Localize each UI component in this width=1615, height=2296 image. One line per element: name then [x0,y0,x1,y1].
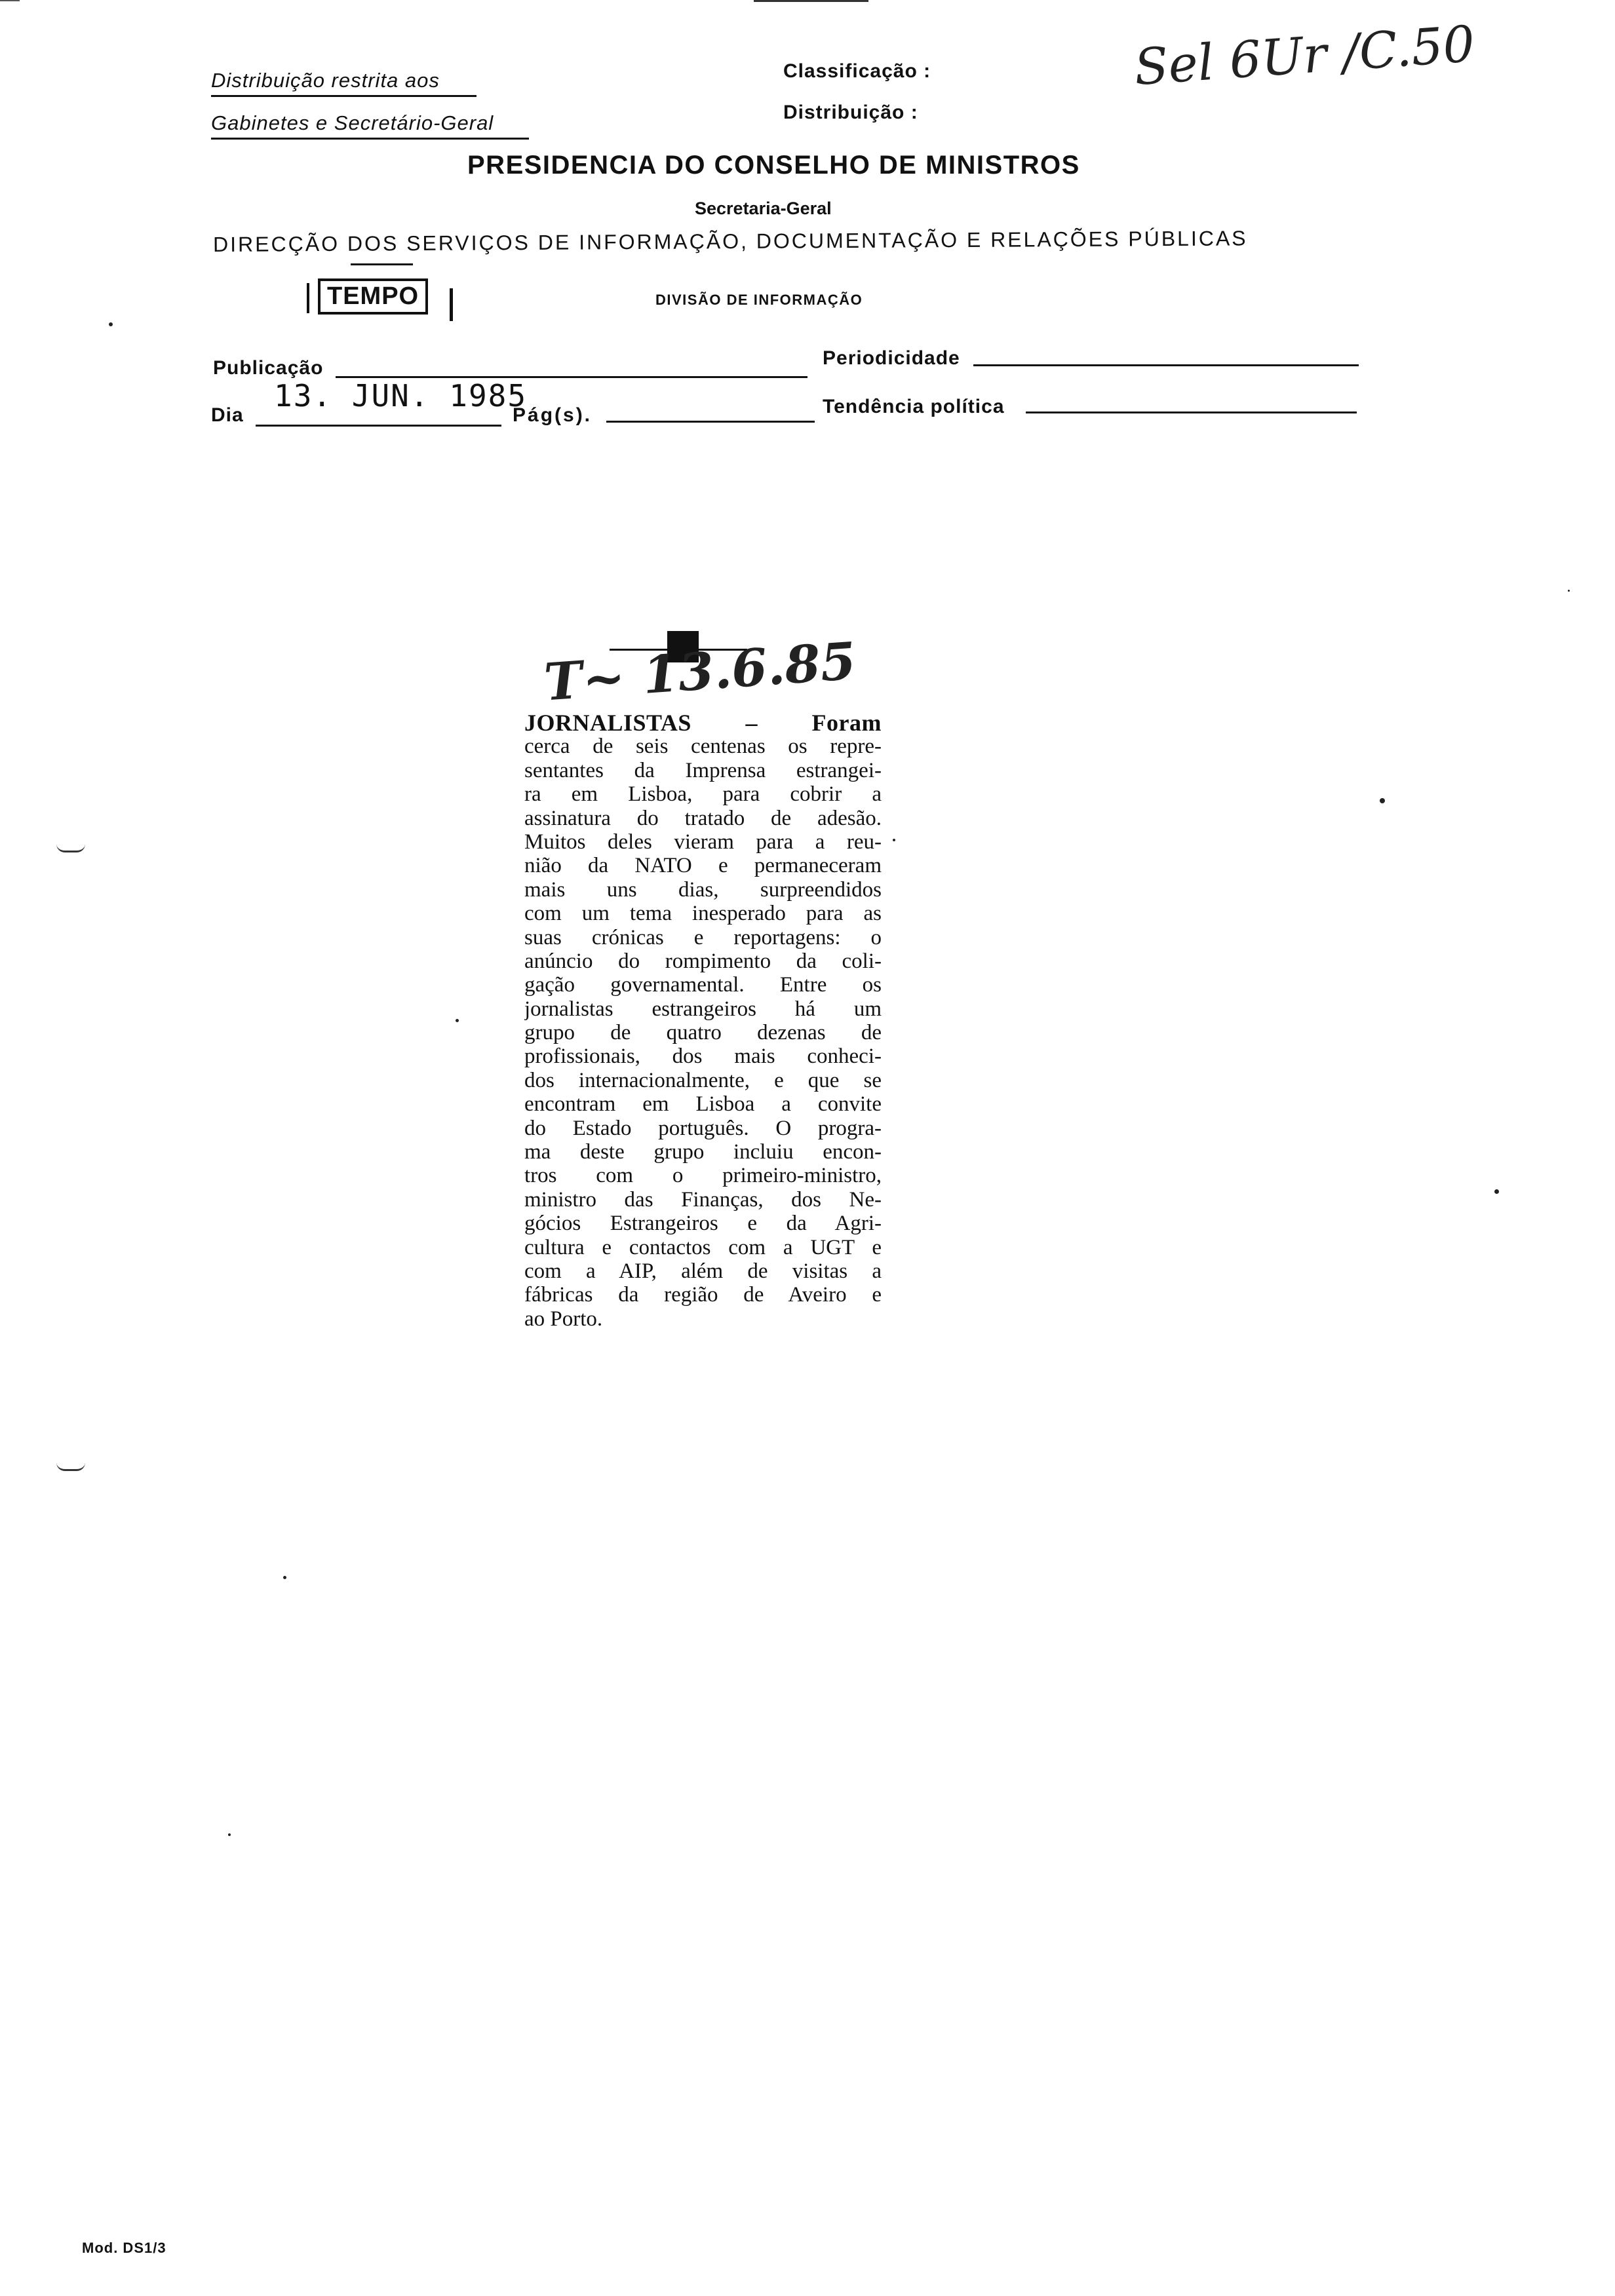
clipping-line: mais uns dias, surpreendidos [524,877,882,902]
punch-hole-mark [56,844,85,852]
handwritten-reference: Sel 6Ur /C.50 [1132,14,1477,97]
department-underline [351,263,413,265]
clipping-line: JORNALISTAS – Foram [524,711,882,735]
clipping-line: com a AIP, além de visitas a [524,1259,882,1283]
stamp-mark-right [450,288,453,321]
publicacao-label: Publicação [213,357,324,379]
clipping-line: nião da NATO e permaneceram [524,854,882,878]
form-code: Mod. DS1/3 [82,2240,166,2256]
clipping-line: ministro das Finanças, dos Ne- [524,1187,882,1212]
scan-speck [1568,590,1570,592]
punch-hole-mark [56,1463,85,1471]
dia-date-stamp: 13. JUN. 1985 [274,378,528,413]
publication-stamp: TEMPO [318,278,428,315]
clipping-line: grupo de quatro dezenas de [524,1021,882,1045]
periodicidade-label: Periodicidade [823,347,960,369]
scan-speck [456,1019,459,1022]
stamp-mark-left [307,283,309,313]
clipping-handwritten-note: T~ 13.6.85 [542,631,858,713]
clipping-line: ra em Lisboa, para cobrir a [524,782,882,807]
page-subtitle: Secretaria-Geral [695,199,832,218]
clipping-line: do Estado português. O progra- [524,1116,882,1140]
scan-edge-line [0,0,20,1]
clipping-line: gócios Estrangeiros e da Agri- [524,1212,882,1236]
department-name: DIRECÇÃO DOS SERVIÇOS DE INFORMAÇÃO, DOCUMENTAÇÃO E RELAÇÕES PÚBLICAS [213,226,1248,256]
scan-speck [109,322,113,326]
scan-speck [1380,798,1385,803]
periodicidade-line [973,364,1359,366]
classification-label: Classificação : [783,60,931,82]
clipping-line: encontram em Lisboa a convite [524,1092,882,1117]
division-name: DIVISÃO DE INFORMAÇÃO [655,292,863,308]
pags-label: Pág(s). [513,404,593,426]
scan-speck [283,1576,286,1579]
newspaper-clipping [524,711,882,1331]
clipping-line: profissionais, dos mais conheci- [524,1044,882,1069]
clipping-line: fábricas da região de Aveiro e [524,1283,882,1307]
clipping-line: tros com o primeiro-ministro, [524,1164,882,1188]
tendencia-label: Tendência política [823,396,1005,417]
clipping-line: ma deste grupo incluiu encon- [524,1140,882,1164]
clipping-line: sentantes da Imprensa estrangei- [524,758,882,782]
restricted-distribution-line1: Distribuição restrita aos [211,69,477,97]
scan-speck [893,839,895,841]
page-title: PRESIDENCIA DO CONSELHO DE MINISTROS [467,151,1080,180]
clipping-line: gação governamental. Entre os [524,973,882,997]
clipping-line: assinatura do tratado de adesão. [524,806,882,830]
scan-edge-line [754,0,868,2]
clipping-line: cerca de seis centenas os repre- [524,735,882,759]
pags-line [606,421,815,423]
clipping-line: ao Porto. [524,1307,603,1331]
clipping-line: jornalistas estrangeiros há um [524,997,882,1021]
distribution-label: Distribuição : [783,102,918,123]
clipping-line: anúncio do rompimento da coli- [524,949,882,973]
clipping-line: dos internacionalmente, e que se [524,1068,882,1092]
scan-speck [1494,1189,1499,1194]
dia-line [256,425,501,427]
clipping-line: cultura e contactos com a UGT e [524,1235,882,1259]
dia-label: Dia [211,404,244,426]
restricted-distribution-line2: Gabinetes e Secretário-Geral [211,111,529,140]
scan-speck [228,1833,231,1836]
clipping-line: com um tema inesperado para as [524,902,882,926]
clipping-line: suas crónicas e reportagens: o [524,925,882,949]
tendencia-line [1026,411,1357,413]
clipping-line: Muitos deles vieram para a reu- [524,830,882,854]
